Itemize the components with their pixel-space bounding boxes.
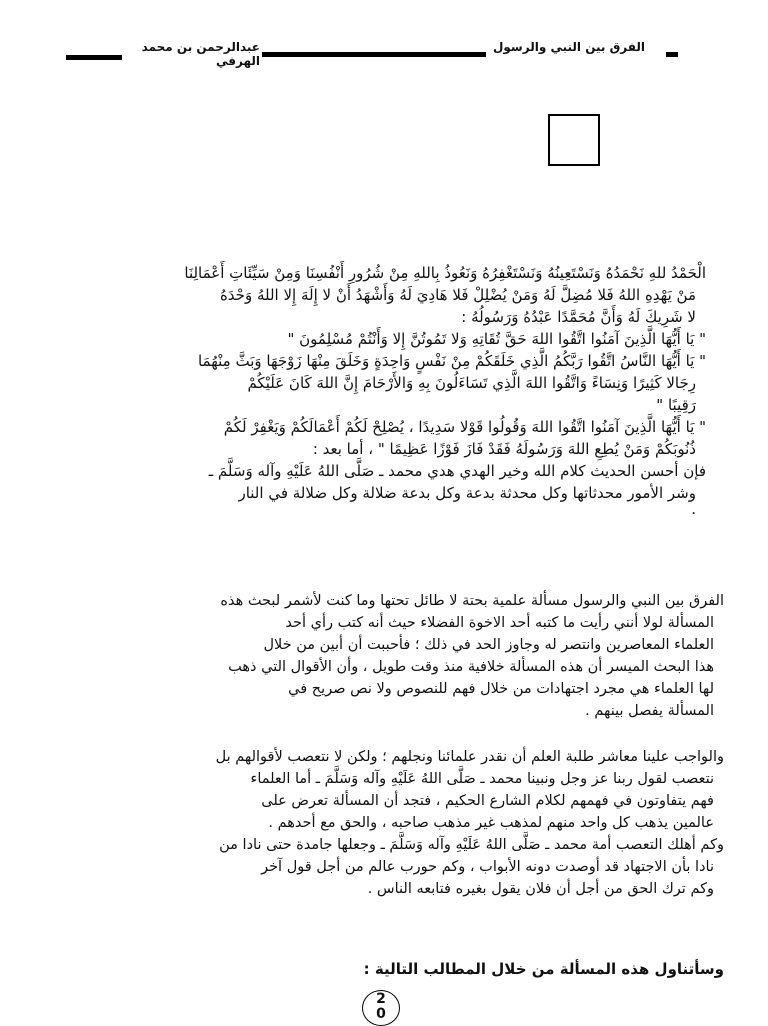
body-line: والواجب علينا معاشر طلبة العلم أن نقدر علمائنا ونجلهم ؛ ولكن لا نتعصب لأقوالهم بل	[215, 749, 724, 765]
body-line: وكم أهلك التعصب أمة محمد ـ صَلَّى اللهُ عَلَيْهِ وآله وَسَلَّمَ ـ وجعلها جامدة حتى نادا من	[219, 837, 724, 853]
header-rule-left	[66, 55, 122, 60]
header-rule-middle	[262, 52, 486, 57]
header-author-line2: الهرفي	[215, 54, 260, 68]
body-line: فهم يتفاوتون في فهمهم لكلام الشارع الحكيم ، فتجد أن المسألة تعرض على	[261, 793, 714, 809]
intro-line: مَنْ يَهْدِهِ اللهُ فَلا مُضِلَّ لَهُ وَمَنْ يُضْلِلْ فَلا هَادِيَ لَهُ وَأَشْهَدُ أَنْ لا إِلَهَ إِلا اللهُ وَحْدَهُ	[219, 286, 696, 304]
intro-line: الْحَمْدُ للهِ نَحْمَدُهُ وَنَسْتَعِينُهُ وَنَسْتَغْفِرُهُ وَنَعُوذُ بِاللهِ مِنْ شُرُورِ أَنْفُسِنَا وَمِنْ سَيِّئَاتِ أَعْمَالِنَا	[184, 264, 706, 282]
body-line: المسألة لولا أنني رأيت ما كتبه أحد الاخوة الفضلاء حيث أنه كتب رأي أحد	[285, 615, 714, 631]
body-line: نتعصب لقول ربنا عز وجل ونبينا محمد ـ صَلَّى اللهُ عَلَيْهِ وآله وَسَلَّمَ ـ أما العلماء	[250, 771, 714, 787]
body-paragraph-2	[216, 746, 724, 900]
header-author-line1: عبدالرحمن بن محمد	[141, 40, 260, 54]
intro-line: رَقِيبًا "	[656, 396, 696, 414]
body-line: المسألة يفصل بينهم .	[585, 703, 714, 719]
page-number-digit-2: 0	[376, 1006, 386, 1022]
body-line: لها العلماء هي مجرد اجتهادات من خلال فهم للنصوص ولا نص صريح في	[288, 681, 714, 697]
intro-line: لا شَرِيكَ لَهُ وَأَنَّ مُحَمَّدًا عَبْدُهُ وَرَسُولُهُ :	[461, 308, 696, 326]
header-author	[141, 40, 260, 68]
intro-line: ذُنُوبَكُمْ وَمَنْ يُطِعِ اللهَ وَرَسُولَهُ فَقَدْ فَازَ فَوْزًا عَظِيمًا " ، أما بعد :	[312, 440, 696, 458]
body-line: وكم ترك الحق من أجل أن فلان يقول بغيره فتابعه الناس .	[367, 881, 714, 897]
header-title: الفرق بين النبي والرسول	[493, 40, 646, 54]
body-paragraph-1	[220, 590, 724, 722]
section-heading: وسأتناول هذه المسألة من خلال المطالب التالية :	[363, 960, 724, 978]
intro-line: " يَا أَيُّهَا النَّاسُ اتَّقُوا رَبَّكُمُ الَّذِي خَلَقَكُمْ مِنْ نَفْسٍ وَاحِدَةٍ وَخَلَقَ مِنْهَا زَوْجَهَا وَبَثَّ مِنْهُمَا	[197, 352, 706, 370]
page-number-digit-1: 2	[376, 991, 386, 1007]
body-line: نادا بأن الاجتهاد قد أوصدت دونه الأبواب ، وكم حورب عالم من أجل قول آخر	[261, 859, 714, 875]
page-number	[362, 990, 400, 1026]
body-line: هذا البحث الميسر أن هذه المسألة خلافية منذ وقت طويل ، وأن الأقوال التي ذهب	[228, 659, 714, 675]
intro-line: " يَا أَيُّهَا الَّذِينَ آمَنُوا اتَّقُوا اللهَ وَقُولُوا قَوْلا سَدِيدًا ، يُصْلِحْ لَكُمْ أَعْمَالَكُمْ وَيَغْفِرْ لَكُمْ	[223, 418, 706, 436]
intro-line: وشر الأمور محدثاتها وكل محدثة بدعة وكل بدعة ضلالة وكل ضلالة في النار	[238, 484, 696, 502]
intro-line: رِجَالا كَثِيرًا وَنِسَاءً وَاتَّقُوا اللهَ الَّذِي تَسَاءَلُونَ بِهِ وَالأَرْحَامَ إِنَّ اللهَ كَانَ عَلَيْكُمْ	[247, 374, 696, 392]
intro-line: " يَا أَيُّهَا الَّذِينَ آمَنُوا اتَّقُوا اللهَ حَقَّ تُقَاتِهِ وَلا تَمُوتُنَّ إِلا وَأَنْتُمْ مُسْلِمُونَ "	[287, 330, 706, 348]
intro-paragraph	[184, 262, 706, 520]
body-line: عالمين يذهب كل واحد منهم لمذهب غير مذهب صاحبه ، والحق مع أحدهم .	[268, 815, 714, 831]
empty-square-box	[548, 114, 600, 166]
intro-line: فإن أحسن الحديث كلام الله وخير الهدي هدي محمد ـ صَلَّى اللهُ عَلَيْهِ وآله وَسَلَّمَ ـ	[208, 462, 706, 480]
header-rule-right	[666, 52, 678, 57]
body-line: الفرق بين النبي والرسول مسألة علمية بحتة لا طائل تحتها وما كنت لأشمر لبحث هذه	[220, 593, 724, 609]
intro-line: .	[691, 500, 696, 518]
body-line: العلماء المعاصرين وانتصر له وجاوز الحد في ذلك ؛ فأحببت أن أبين من خلال	[263, 637, 714, 653]
